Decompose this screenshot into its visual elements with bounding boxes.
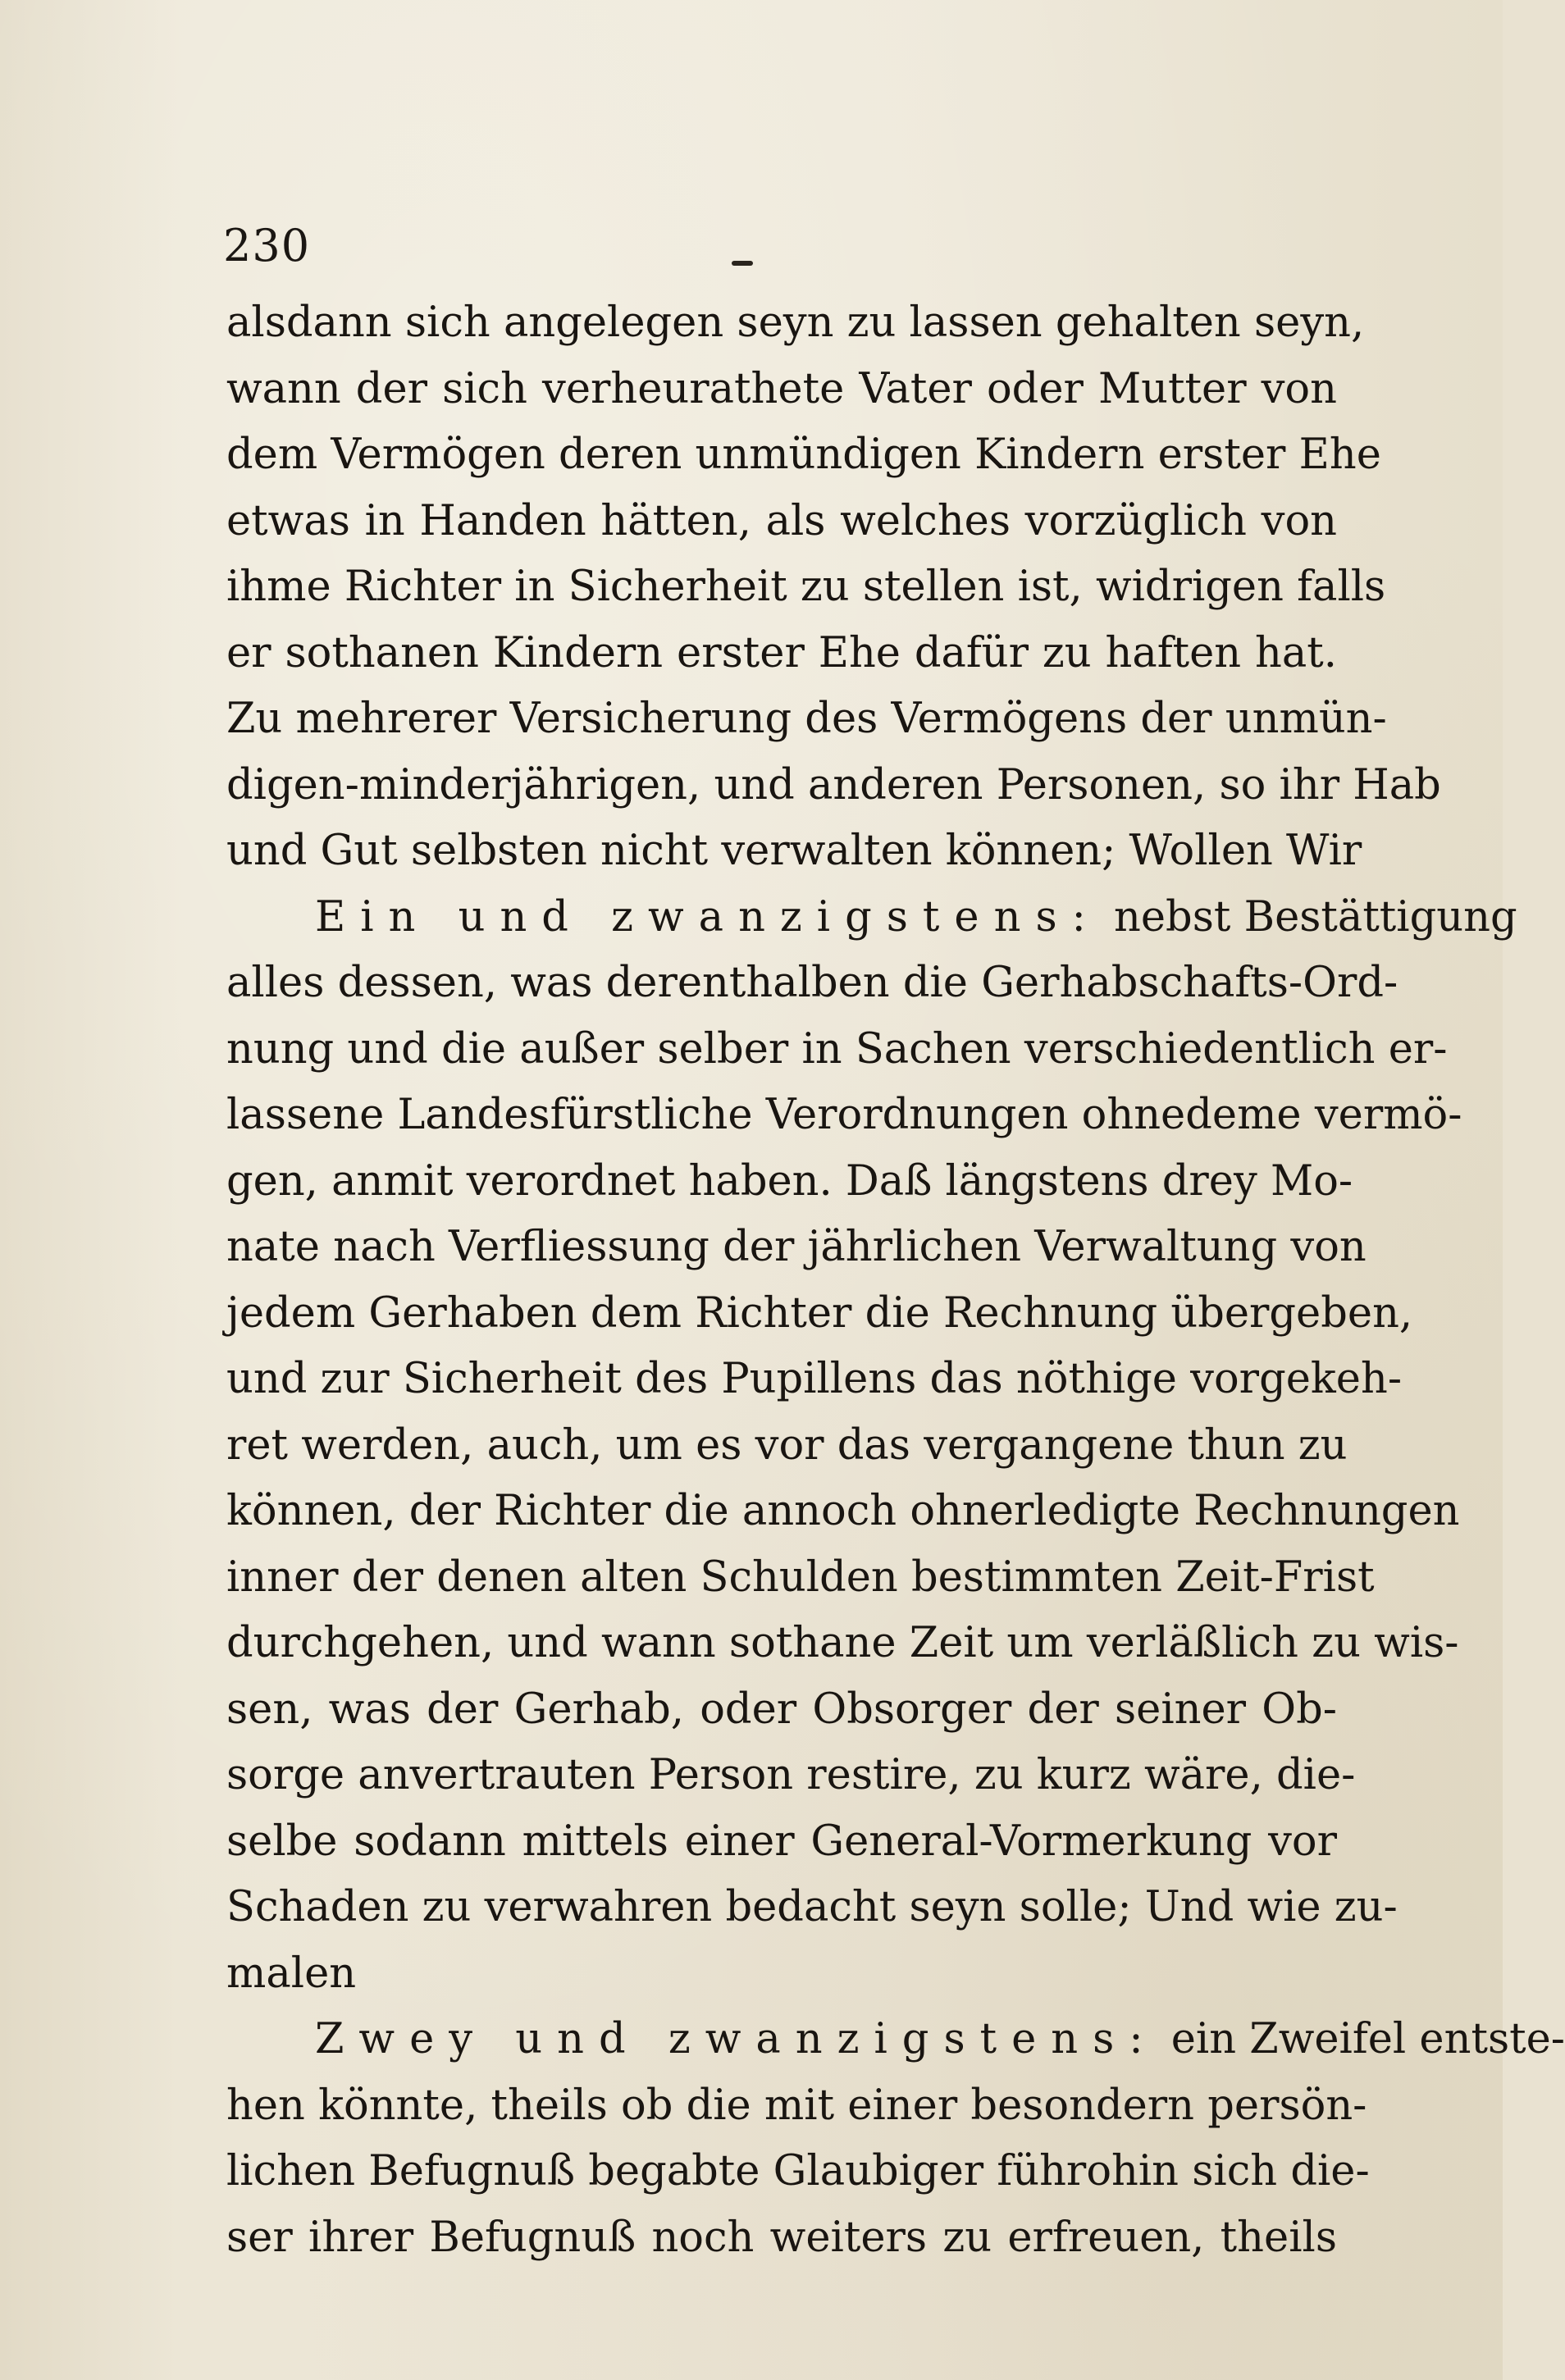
text-line: sorge anvertrauten Person restire, zu kurz wäre, die- [226,1751,1356,1799]
page-number: 230 [223,220,311,271]
text-line: selbe sodann mittels einer General-Vormerkung vor [226,1817,1337,1866]
text-line: alles dessen, was derenthalben die Gerhabschafts-Ord- [226,959,1398,1007]
text-line: ret werden, auch, um es vor das vergangene thun zu [226,1420,1348,1470]
text-line-section-start [226,2007,1565,2073]
header-dash-mark [732,261,753,266]
body-text [226,290,1565,2271]
text-line: Schaden zu verwahren bedacht seyn solle; Und wie zu- [226,1883,1398,1931]
text-line: ser ihrer Befugnuß noch weiters zu erfreuen, theils [226,2213,1337,2262]
text-line-section-start [226,885,1517,951]
text-line: können, der Richter die annoch ohnerledigte Rechnungen [226,1487,1460,1535]
text-line: alsdann sich angelegen seyn zu lassen gehalten seyn, [226,299,1365,347]
text-line: sen, was der Gerhab, oder Obsorger der seiner Ob- [226,1685,1337,1734]
text-line: lichen Befugnuß begabte Glaubiger führohin sich die- [226,2147,1370,2195]
text-line: nung und die außer selber in Sachen verschiedentlich er- [226,1024,1448,1074]
section-heading: Zwey und zwanzigstens: [315,2015,1158,2063]
text-line: nate nach Verfliessung der jährlichen Verwaltung von [226,1223,1367,1271]
text-line: gen, anmit verordnet haben. Daß längstens drey Mo- [226,1156,1353,1206]
text-line: und zur Sicherheit des Pupillens das nöthige vorgekeh- [226,1355,1403,1403]
text-line: dem Vermögen deren unmündigen Kindern erster Ehe [226,431,1381,479]
text-line: lassene Landesfürstliche Verordnungen ohnedeme vermö- [226,1091,1462,1139]
text-line: etwas in Handen hätten, als welches vorzüglich von [226,496,1337,545]
section-heading: Ein und zwanzigstens: [315,892,1101,942]
text-line: inner der denen alten Schulden bestimmten Zeit-Frist [226,1552,1375,1602]
text-line: jedem Gerhaben dem Richter die Rechnung übergeben, [226,1288,1413,1338]
section-text: ein Zweifel entste- [1170,2015,1565,2063]
text-line: und Gut selbsten nicht verwalten können; Wollen Wir [226,827,1362,875]
text-line: ihme Richter in Sicherheit zu stellen ist, widrigen falls [226,563,1386,611]
text-line: hen könnte, theils ob die mit einer besondern persön- [226,2081,1367,2130]
text-line: digen-minderjährigen, und anderen Personen, so ihr Hab [226,760,1441,809]
text-line-paragraph-end: malen [226,1949,357,1998]
text-line: wann der sich verheurathete Vater oder Mutter von [226,364,1337,413]
section-text: nebst Bestättigung [1114,892,1517,942]
text-line: Zu mehrerer Versicherung des Vermögens der unmün- [226,695,1387,743]
text-line: durchgehen, und wann sothane Zeit um verläßlich zu wis- [226,1619,1459,1667]
text-line: er sothanen Kindern erster Ehe dafür zu haften hat. [226,628,1337,677]
